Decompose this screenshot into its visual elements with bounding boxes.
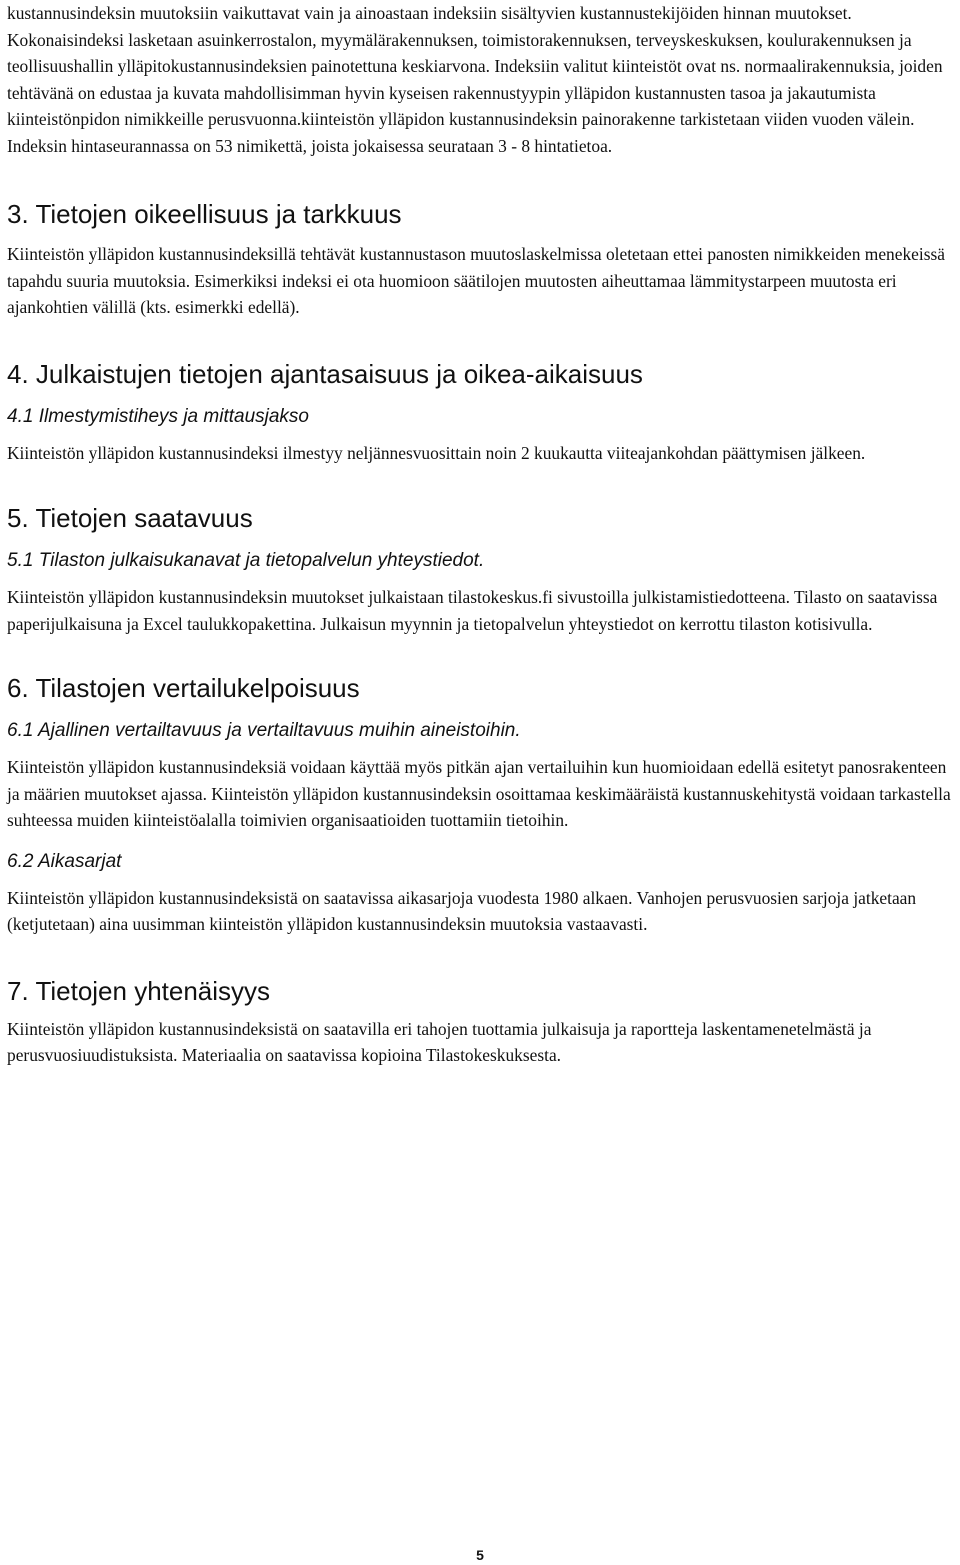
document-page [7,0,957,1069]
section-3-paragraph: Kiinteistön ylläpidon kustannusindeksillä tehtävät kustannustason muutoslaskelmissa oletetaan ettei panosten nimikkeiden menekeissä tapahdu suuria muutoksia. Esimerkiksi indeksi ei ota huomioon säätilojen muutosten aiheuttamaa lämmitystarpeen muutosta eri ajankohtien välillä (kts. esimerkki edellä). [7,244,945,317]
section-4-1-paragraph: Kiinteistön ylläpidon kustannusindeksi ilmestyy neljännesvuosittain noin 2 kuukautta viiteajankohdan päättymisen jälkeen. [7,442,866,463]
section-5-1-heading: 5.1 Tilaston julkaisukanavat ja tietopalvelun yhteystiedot. [7,550,485,571]
section-3-heading: 3. Tietojen oikeellisuus ja tarkkuus [7,199,402,229]
section-4-heading: 4. Julkaistujen tietojen ajantasaisuus ja oikea-aikaisuus [7,358,643,389]
intro-paragraph: kustannusindeksin muutoksiin vaikuttavat vain ja ainoastaan indeksiin sisältyvien kustannustekijöiden hinnan muutokset. Kokonaisindeksi lasketaan asuinkerrostalon, myymälärakennuksen, toimistorakennuksen, terveyskeskuksen, koulurakennuksen ja teollisuushallin ylläpitokustannusindeksien painotettuna keskiarvona. Indeksiin valitut kiinteistöt ovat ns. normaalirakennuksia, joiden tehtävänä on edustaa ja kuvata mahdollisimman hyvin kyseisen rakennustyypin ylläpidon kustannusten tasoa ja jakautumista kiinteistönpidon nimikkeille perusvuonna.kiinteistön ylläpidon kustannusindeksin painorakenne tarkistetaan viiden vuoden välein. Indeksin hintaseurannassa on 53 nimikettä, joista jokaisessa seurataan 3 - 8 hintatietoa. [7,3,943,156]
section-4-1-heading: 4.1 Ilmestymistiheys ja mittausjakso [7,405,309,427]
section-7-paragraph: Kiinteistön ylläpidon kustannusindeksistä on saatavilla eri tahojen tuottamia julkaisuja ja raportteja laskentamenetelmästä ja perusvuosiuudistuksista. Materiaalia on saatavissa kopioina Tilastokeskuksesta. [7,1018,872,1065]
section-7-heading: 7. Tietojen yhtenäisyys [7,975,271,1006]
section-6-1-paragraph: Kiinteistön ylläpidon kustannusindeksiä voidaan käyttää myös pitkän ajan vertailuihin kun huomioidaan edellä esitetyt panosrakenteen ja määrien muutokset ajassa. Kiinteistön ylläpidon kustannusindeksin osoittamaa keskimääräistä kustannuskehitystä voidaan tarkastella suhteessa muiden kiinteistöalalla toimivien organisaatioiden tuottamiin tietoihin. [7,757,951,830]
section-6-2-paragraph: Kiinteistön ylläpidon kustannusindeksistä on saatavissa aikasarjoja vuodesta 1980 alkaen. Vanhojen perusvuosien sarjoja jatketaan (ketjutetaan) aina uusimman kiinteistön ylläpidon kustannusindeksin muutoksia vastaavasti. [7,887,917,934]
page-number: 5 [476,1547,484,1563]
section-6-1-heading: 6.1 Ajallinen vertailtavuus ja vertailtavuus muihin aineistoihin. [7,720,521,741]
section-5-heading: 5. Tietojen saatavuus [7,503,253,533]
section-5-1-paragraph: Kiinteistön ylläpidon kustannusindeksin muutokset julkaistaan tilastokeskus.fi sivustoilla julkistamistiedotteena. Tilasto on saatavissa paperijulkaisuna ja Excel taulukkopakettina. Julkaisun myynnin ja tietopalvelun yhteystiedot on kerrottu tilaston kotisivulla. [7,587,938,634]
section-6-heading: 6. Tilastojen vertailukelpoisuus [7,673,360,703]
section-6-2-heading: 6.2 Aikasarjat [7,850,122,872]
